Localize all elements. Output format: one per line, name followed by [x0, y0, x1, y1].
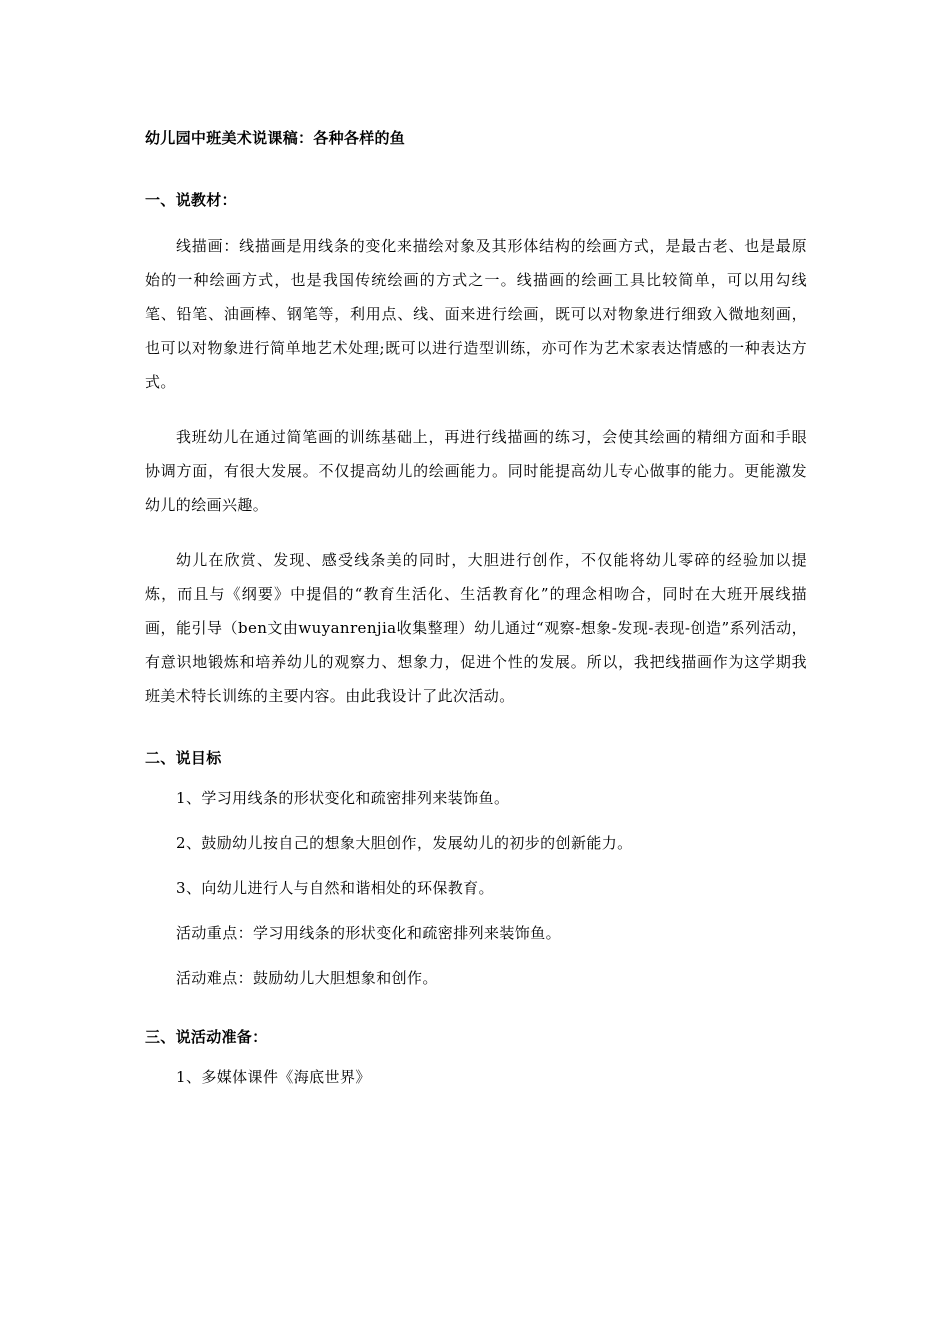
section-heading: 二、说目标	[145, 749, 222, 767]
section-heading: 一、说教材：	[145, 191, 237, 209]
section-spacer	[145, 713, 807, 747]
section-objectives	[145, 747, 807, 989]
document-title: 幼儿园中班美术说课稿：各种各样的鱼	[145, 129, 406, 147]
preparation-list	[145, 1066, 807, 1088]
list-item: 活动难点：鼓励幼儿大胆想象和创作。	[176, 969, 438, 987]
paragraph: 我班幼儿在通过简笔画的训练基础上，再进行线描画的练习，会使其绘画的精细方面和手眼协调方面，有很大发展。不仅提高幼儿的绘画能力。同时能提高幼儿专心做事的能力。更能激发幼儿的绘画兴趣。	[145, 428, 807, 514]
section-spacer	[145, 1012, 807, 1026]
section-preparation	[145, 1026, 807, 1088]
paragraph: 幼儿在欣赏、发现、感受线条美的同时，大胆进行创作，不仅能将幼儿零碎的经验加以提炼，而且与《纲要》中提倡的“教育生活化、生活教育化”的理念相吻合，同时在大班开展线描画，能引导（ben文由wuyanrenjia收集整理）幼儿通过“观察-想象-发现-表现-创造”系列活动，有意识地锻炼和培养幼儿的观察力、想象力，促进个性的发展。所以，我把线描画作为这学期我班美术特长训练的主要内容。由此我设计了此次活动。	[145, 551, 807, 705]
list-item: 1、学习用线条的形状变化和疏密排列来装饰鱼。	[176, 789, 510, 807]
list-item: 3、向幼儿进行人与自然和谐相处的环保教育。	[176, 879, 494, 897]
document-body	[145, 127, 807, 1111]
objective-list	[145, 787, 807, 989]
section-teaching-material	[145, 189, 807, 713]
section-heading: 三、说活动准备：	[145, 1028, 268, 1046]
list-item: 活动重点：学习用线条的形状变化和疏密排列来装饰鱼。	[176, 924, 562, 942]
paragraph: 线描画：线描画是用线条的变化来描绘对象及其形体结构的绘画方式，是最古老、也是最原始的一种绘画方式，也是我国传统绘画的方式之一。线描画的绘画工具比较简单，可以用勾线笔、铅笔、油画棒、钢笔等，利用点、线、面来进行绘画，既可以对物象进行细致入微地刻画，也可以对物象进行简单地艺术处理;既可以进行造型训练，亦可作为艺术家表达情感的一种表达方式。	[145, 237, 807, 391]
list-item: 1、多媒体课件《海底世界》	[176, 1068, 371, 1086]
list-item: 2、鼓励幼儿按自己的想象大胆创作，发展幼儿的初步的创新能力。	[176, 834, 633, 852]
